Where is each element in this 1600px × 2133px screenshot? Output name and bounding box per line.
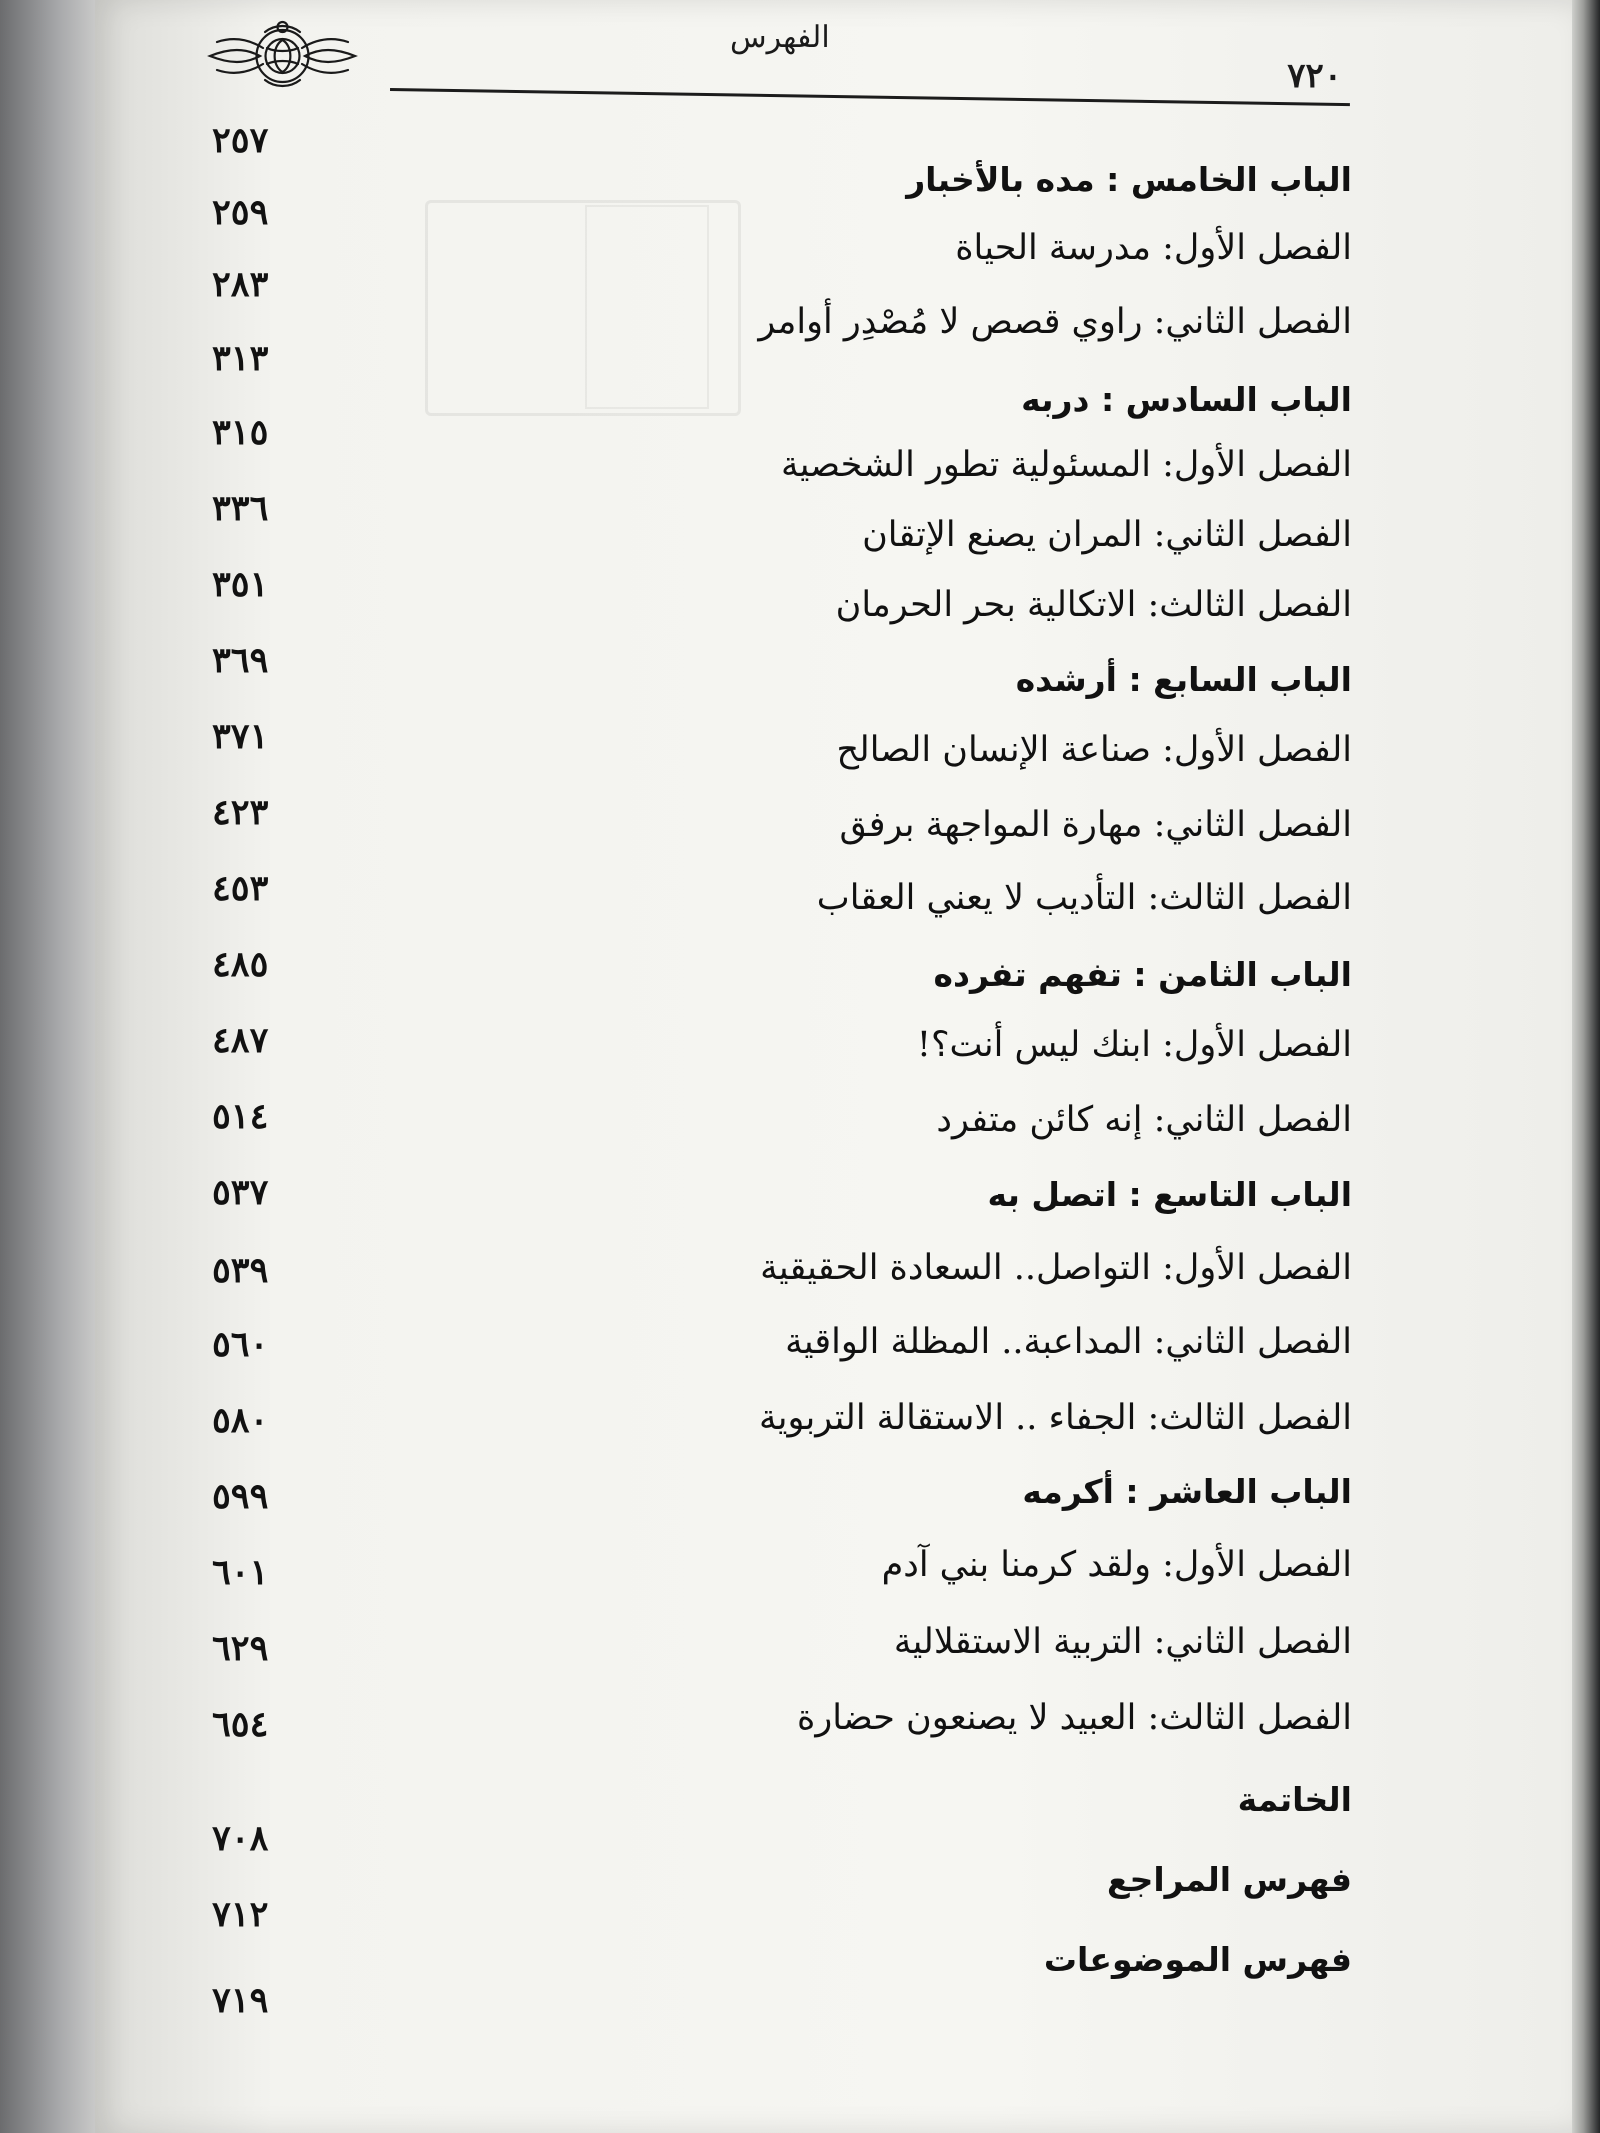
toc-entry-title: الفصل الثالث: الجفاء .. الاستقالة التربوية xyxy=(758,1398,1352,1438)
toc-entry-page: ٤٨٥ xyxy=(212,944,269,985)
toc-entry-title: الفصل الثالث: العبيد لا يصنعون حضارة xyxy=(797,1698,1352,1738)
toc-entry-page: ٣٣٦ xyxy=(212,488,269,529)
toc-entry-title: الفصل الثاني: راوي قصص لا مُصْدِر أوامر xyxy=(758,302,1352,342)
toc-entry-title: الفصل الثاني: مهارة المواجهة برفق xyxy=(839,805,1352,845)
toc-entry-page: ٧٠٨ xyxy=(212,1818,269,1859)
toc-entry-page: ٤٥٣ xyxy=(212,868,269,909)
toc-entry-title: الفصل الأول: التواصل.. السعادة الحقيقية xyxy=(760,1248,1352,1288)
toc-entry-title: الفصل الأول: صناعة الإنسان الصالح xyxy=(836,730,1352,770)
toc-entry-title: فهرس الموضوعات xyxy=(1043,1940,1352,1979)
toc-entry-page: ٣١٣ xyxy=(212,338,269,379)
toc-entry-title: الفصل الثالث: الاتكالية بحر الحرمان xyxy=(835,585,1352,625)
toc-entry-title: الباب التاسع : اتصل به xyxy=(987,1175,1352,1214)
toc-entry-page: ٣١٥ xyxy=(212,412,269,453)
toc-entry-page: ٦٢٩ xyxy=(212,1628,269,1669)
toc-entry-title: الباب الثامن : تفهم تفرده xyxy=(933,955,1352,994)
toc-entry-page: ٥٩٩ xyxy=(212,1476,269,1517)
toc-entry-page: ٦٥٤ xyxy=(212,1704,269,1745)
toc-entry-title: الفصل الثاني: المران يصنع الإتقان xyxy=(862,515,1352,555)
toc-entry-page: ٥٨٠ xyxy=(212,1400,269,1441)
toc-entry-title: الفصل الأول: المسئولية تطور الشخصية xyxy=(780,445,1352,485)
toc-entry-title: الفصل الثاني: التربية الاستقلالية xyxy=(893,1622,1352,1662)
toc-entry-title: الفصل الثالث: التأديب لا يعني العقاب xyxy=(816,878,1352,918)
toc-entry-title: فهرس المراجع xyxy=(1107,1860,1352,1899)
toc-entry-title: الفصل الأول: مدرسة الحياة xyxy=(955,228,1352,268)
toc-entry-title: الفصل الثاني: إنه كائن متفرد xyxy=(936,1100,1352,1140)
toc-entry-title: الفصل الثاني: المداعبة.. المظلة الواقية xyxy=(785,1322,1352,1362)
toc-entry-page: ٧١٩ xyxy=(212,1980,269,2021)
toc-entry-title: الباب الخامس : مده بالأخبار xyxy=(906,160,1352,199)
toc-entry-page: ٣٦٩ xyxy=(212,640,269,681)
page-header-title: الفهرس xyxy=(730,20,830,55)
toc-entry-page: ٧١٢ xyxy=(212,1894,269,1935)
toc-entry-page: ٤٢٣ xyxy=(212,792,269,833)
page-number: ٧٢٠ xyxy=(1287,56,1342,96)
toc-entry-title: الباب العاشر : أكرمه xyxy=(1022,1472,1352,1511)
toc-entry-page: ٦٠١ xyxy=(212,1552,269,1593)
toc-entry-page: ٢٥٧ xyxy=(212,120,269,161)
toc-entry-title: الباب السابع : أرشده xyxy=(1015,660,1352,699)
toc-entry-page: ٢٥٩ xyxy=(212,192,269,233)
toc-entry-page: ٣٥١ xyxy=(212,564,269,605)
toc-entry-title: الخاتمة xyxy=(1237,1780,1352,1819)
toc-entry-page: ٣٧١ xyxy=(212,716,269,757)
toc-entry-title: الفصل الأول: ولقد كرمنا بني آدم xyxy=(881,1545,1352,1585)
toc-entry-page: ٤٨٧ xyxy=(212,1020,269,1061)
toc-entry-page: ٢٨٣ xyxy=(212,264,269,305)
toc-entry-page: ٥٣٧ xyxy=(212,1172,269,1213)
toc-entry-page: ٥٦٠ xyxy=(212,1324,269,1365)
toc-entry-page: ٥٣٩ xyxy=(212,1250,269,1291)
toc-entry-title: الباب السادس : دربه xyxy=(1021,380,1352,419)
toc-entry-page: ٥١٤ xyxy=(212,1096,269,1137)
toc-entry-title: الفصل الأول: ابنك ليس أنت؟! xyxy=(916,1025,1352,1065)
